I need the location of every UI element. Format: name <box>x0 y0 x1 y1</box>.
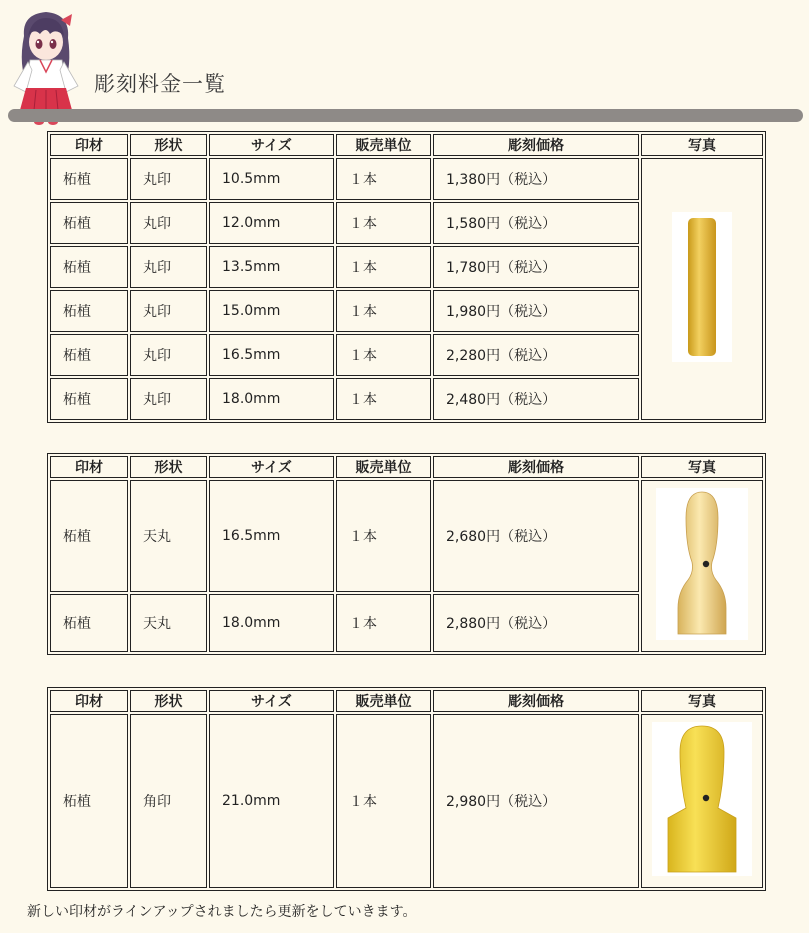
page-title: 彫刻料金一覧 <box>94 72 226 96</box>
cell-price: 1,580円（税込） <box>433 202 639 244</box>
price-table-domed-seal <box>47 453 766 655</box>
cell-material: 柘植 <box>50 378 128 420</box>
round-seal-photo <box>672 212 732 362</box>
cell-unit: １本 <box>336 378 431 420</box>
table-header-row <box>50 456 763 478</box>
cell-shape: 丸印 <box>130 334 207 376</box>
cell-shape: 天丸 <box>130 480 207 592</box>
cell-material: 柘植 <box>50 246 128 288</box>
cell-material: 柘植 <box>50 480 128 592</box>
header-price: 彫刻価格 <box>433 134 639 156</box>
cell-price: 1,780円（税込） <box>433 246 639 288</box>
cell-size: 10.5mm <box>209 158 334 200</box>
cell-material: 柘植 <box>50 202 128 244</box>
header-size: サイズ <box>209 134 334 156</box>
table-row <box>50 714 763 888</box>
cell-unit: １本 <box>336 158 431 200</box>
cell-unit: １本 <box>336 594 431 652</box>
cell-shape: 天丸 <box>130 594 207 652</box>
cell-price: 2,680円（税込） <box>433 480 639 592</box>
cell-size: 16.5mm <box>209 480 334 592</box>
cell-size: 18.0mm <box>209 378 334 420</box>
cell-shape: 角印 <box>130 714 207 888</box>
cell-size: 21.0mm <box>209 714 334 888</box>
cell-size: 12.0mm <box>209 202 334 244</box>
header-material: 印材 <box>50 456 128 478</box>
cell-price: 2,280円（税込） <box>433 334 639 376</box>
header-photo: 写真 <box>641 134 763 156</box>
cell-photo <box>641 158 763 420</box>
price-table-square-seal <box>47 687 766 891</box>
cell-price: 1,380円（税込） <box>433 158 639 200</box>
header-unit: 販売単位 <box>336 690 431 712</box>
cell-size: 13.5mm <box>209 246 334 288</box>
cell-shape: 丸印 <box>130 378 207 420</box>
cell-material: 柘植 <box>50 714 128 888</box>
header-size: サイズ <box>209 690 334 712</box>
price-table-round-seal <box>47 131 766 423</box>
mascot-girl-illustration <box>6 6 86 126</box>
header-unit: 販売単位 <box>336 134 431 156</box>
domed-seal-photo <box>656 488 748 640</box>
header-price: 彫刻価格 <box>433 690 639 712</box>
cell-size: 16.5mm <box>209 334 334 376</box>
table-header-row <box>50 134 763 156</box>
header-shape: 形状 <box>130 134 207 156</box>
cell-size: 15.0mm <box>209 290 334 332</box>
cell-shape: 丸印 <box>130 290 207 332</box>
cell-unit: １本 <box>336 334 431 376</box>
cell-unit: １本 <box>336 202 431 244</box>
header-size: サイズ <box>209 456 334 478</box>
cell-material: 柘植 <box>50 594 128 652</box>
cell-photo <box>641 714 763 888</box>
cell-unit: １本 <box>336 290 431 332</box>
cell-price: 2,480円（税込） <box>433 378 639 420</box>
cell-unit: １本 <box>336 246 431 288</box>
cell-unit: １本 <box>336 714 431 888</box>
header-material: 印材 <box>50 134 128 156</box>
cell-material: 柘植 <box>50 290 128 332</box>
table-row <box>50 480 763 592</box>
header-price: 彫刻価格 <box>433 456 639 478</box>
header-photo: 写真 <box>641 456 763 478</box>
header-shape: 形状 <box>130 456 207 478</box>
cell-photo <box>641 480 763 652</box>
header-material: 印材 <box>50 690 128 712</box>
cell-price: 1,980円（税込） <box>433 290 639 332</box>
cell-shape: 丸印 <box>130 202 207 244</box>
cell-unit: １本 <box>336 480 431 592</box>
title-underline-bar <box>8 109 803 122</box>
footnote-update-notice: 新しい印材がラインアップされましたら更新をしていきます。 <box>27 904 417 920</box>
cell-size: 18.0mm <box>209 594 334 652</box>
square-seal-photo <box>652 722 752 876</box>
table-row <box>50 158 763 200</box>
cell-material: 柘植 <box>50 158 128 200</box>
cell-price: 2,980円（税込） <box>433 714 639 888</box>
header-photo: 写真 <box>641 690 763 712</box>
header-unit: 販売単位 <box>336 456 431 478</box>
cell-price: 2,880円（税込） <box>433 594 639 652</box>
table-header-row <box>50 690 763 712</box>
cell-shape: 丸印 <box>130 246 207 288</box>
cell-material: 柘植 <box>50 334 128 376</box>
cell-shape: 丸印 <box>130 158 207 200</box>
header-shape: 形状 <box>130 690 207 712</box>
page-header <box>0 0 809 130</box>
